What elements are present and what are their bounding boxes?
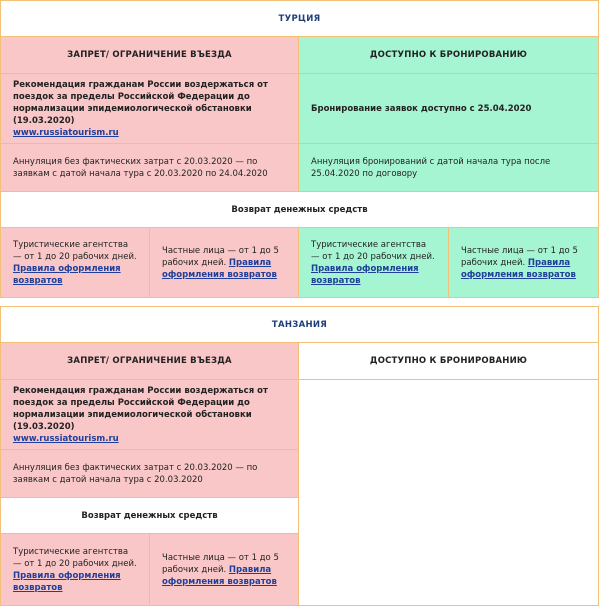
refund-rules-link[interactable]: Правила оформления возвратов xyxy=(13,570,121,593)
available-header: ДОСТУПНО К БРОНИРОВАНИЮ xyxy=(299,37,599,74)
refund-header: Возврат денежных средств xyxy=(1,192,599,228)
country-title-turkey: ТУРЦИЯ xyxy=(1,1,599,37)
country-title-tanzania: ТАНЗАНИЯ xyxy=(1,307,599,343)
refund-text: Туристические агентства — от 1 до 20 рабочих дней. xyxy=(13,546,137,569)
refund-text: Частные лица — от 1 до 5 рабочих дней. xyxy=(162,552,279,575)
recommendation-cell xyxy=(1,74,299,144)
refund-text: Частные лица — от 1 до 5 рабочих дней. xyxy=(162,245,279,268)
booking-available-text: Бронирование заявок доступно с 25.04.2020 xyxy=(311,103,532,114)
annulment-ban-text: Аннуляция без фактических затрат с 20.03.2020 — по заявкам с датой начала тура с 20.03.2020 xyxy=(1,450,299,498)
booking-available-cell xyxy=(299,74,599,144)
refund-header: Возврат денежных средств xyxy=(1,498,299,534)
refund-text: Частные лица — от 1 до 5 рабочих дней. xyxy=(461,245,578,268)
refund-agencies-cell xyxy=(1,534,150,606)
refund-rules-link[interactable]: Правила оформления возвратов xyxy=(311,263,419,286)
russiatourism-link[interactable]: www.russiatourism.ru xyxy=(13,127,119,138)
recommendation-cell xyxy=(1,380,299,450)
refund-agencies-cell xyxy=(299,228,449,298)
refund-rules-link[interactable]: Правила оформления возвратов xyxy=(461,257,576,280)
refund-individuals-cell xyxy=(449,228,599,298)
refund-rules-link[interactable]: Правила оформления возвратов xyxy=(162,257,277,280)
refund-text: Туристические агентства — от 1 до 20 рабочих дней. xyxy=(13,239,137,262)
available-header: ДОСТУПНО К БРОНИРОВАНИЮ xyxy=(299,343,599,380)
refund-rules-link[interactable]: Правила оформления возвратов xyxy=(162,564,277,587)
refund-rules-link[interactable]: Правила оформления возвратов xyxy=(13,263,121,286)
annulment-available-text: Аннуляция бронирований с датой начала тура после 25.04.2020 по договору xyxy=(299,144,599,192)
refund-text: Туристические агентства — от 1 до 20 рабочих дней. xyxy=(311,239,435,262)
russiatourism-link[interactable]: www.russiatourism.ru xyxy=(13,433,119,444)
tanzania-table xyxy=(0,306,599,606)
ban-header: ЗАПРЕТ/ ОГРАНИЧЕНИЕ ВЪЕЗДА xyxy=(1,37,299,74)
annulment-ban-text: Аннуляция без фактических затрат с 20.03.2020 — по заявкам с датой начала тура с 20.03.2020 по 24.04.2020 xyxy=(1,144,299,192)
refund-individuals-cell xyxy=(150,228,299,298)
available-empty-cell xyxy=(299,380,599,606)
ban-header: ЗАПРЕТ/ ОГРАНИЧЕНИЕ ВЪЕЗДА xyxy=(1,343,299,380)
refund-individuals-cell xyxy=(150,534,299,606)
refund-agencies-cell xyxy=(1,228,150,298)
turkey-table xyxy=(0,0,599,298)
recommendation-text: Рекомендация гражданам России воздержаться от поездок за пределы Российской Федерации до нормализации эпидемиологической обстановки (19.03.2020) xyxy=(13,79,268,126)
recommendation-text: Рекомендация гражданам России воздержаться от поездок за пределы Российской Федерации до нормализации эпидемиологической обстановки (19.03.2020) xyxy=(13,385,268,432)
